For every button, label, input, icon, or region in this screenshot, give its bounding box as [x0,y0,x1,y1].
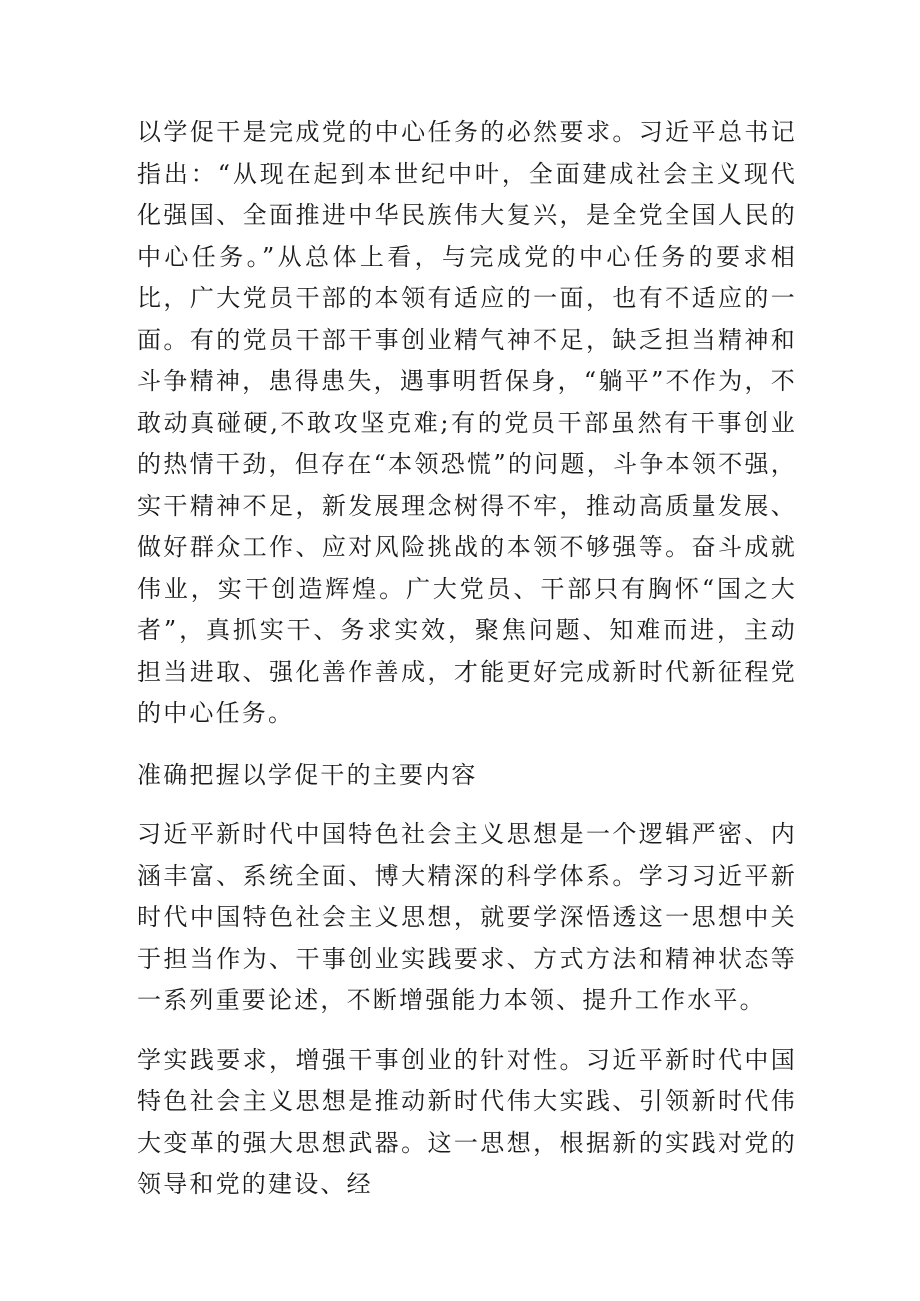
document-body [137,112,797,1206]
paragraph-1: 以学促干是完成党的中心任务的必然要求。习近平总书记指出：“从现在起到本世纪中叶，全面建成社会主义现代化强国、全面推进中华民族伟大复兴，是全党全国人民的中心任务。”从总体上看，与完成党的中心任务的要求相比，广大党员干部的本领有适应的一面，也有不适应的一面。有的党员干部干事创业精气神不足，缺乏担当精神和斗争精神，患得患失，遇事明哲保身，“躺平”不作为，不敢动真碰硬,不敢攻坚克难;有的党员干部虽然有干事创业的热情干劲，但存在“本领恐慌”的问题，斗争本领不强，实干精神不足，新发展理念树得不牢，推动高质量发展、做好群众工作、应对风险挑战的本领不够强等。奋斗成就伟业，实干创造辉煌。广大党员、干部只有胸怀“国之大者”，真抓实干、务求实效，聚焦问题、知难而进，主动担当进取、强化善作善成，才能更好完成新时代新征程党的中心任务。 [137,118,797,727]
paragraph-2: 习近平新时代中国特色社会主义思想是一个逻辑严密、内涵丰富、系统全面、博大精深的科学体系。学习习近平新时代中国特色社会主义思想，就要学深悟透这一思想中关于担当作为、干事创业实践要求、方式方法和精神状态等一系列重要论述，不断增强能力本领、提升工作水平。 [137,820,797,1014]
paragraph-3: 学实践要求，增强干事创业的针对性。习近平新时代中国特色社会主义思想是推动新时代伟大实践、引领新时代伟大变革的强大思想武器。这一思想，根据新的实践对党的领导和党的建设、经 [137,1045,797,1198]
section-heading: 准确把握以学促干的主要内容 [137,760,478,789]
